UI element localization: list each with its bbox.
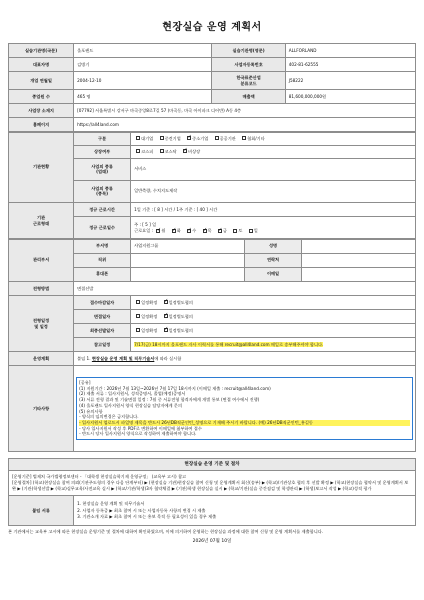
criteria-table (8, 458, 416, 496)
checkbox-checked-icon (183, 149, 187, 153)
checkbox-checked-icon (218, 229, 222, 233)
ceo-label: 대표자명 (9, 58, 74, 72)
checkbox-icon (160, 149, 164, 153)
attachment-table (8, 495, 416, 526)
attachment-item: 2. 사업자 등록증 ▶ 최초 참여 시 또는 사업자등록 사항의 변경 시 제출 (77, 507, 206, 513)
email-value (302, 267, 416, 281)
weekday-wed[interactable]: ✓ 수 (185, 228, 196, 233)
institution-section-label: 기관현황 (9, 132, 74, 202)
dept-label: 부서명 (74, 239, 131, 253)
note-label: 참고일정 (74, 338, 131, 352)
dept-value: 사업지원그룹 (131, 239, 245, 253)
founded-label: 개업 연월일 (9, 72, 74, 90)
listed-option-unlisted[interactable]: ✓ 비상장 (181, 149, 200, 154)
selection-section-label: 전형일정 및 일정 (9, 296, 74, 352)
checkbox-checked-icon (164, 300, 168, 304)
worktime-table (8, 202, 416, 239)
weekday-sun[interactable]: 일 (247, 228, 258, 233)
name-kr-label: 실습기관명(국문) (9, 44, 74, 58)
type-option-midsize[interactable]: 중견기업 (158, 136, 181, 141)
checkbox-icon (160, 136, 164, 140)
final-label: 최종선발일자 (74, 324, 131, 338)
weekday-thu[interactable]: ✓ 목 (201, 228, 212, 233)
mobile-label: 휴대폰 (74, 267, 131, 281)
company-info-table (8, 43, 416, 132)
hours-label: 정규 근로시간 (74, 203, 131, 217)
receipt-option-separate[interactable]: ✓ 일정별도협의 (162, 300, 193, 305)
note-value: 7/17(금) 18시까지 올포랜드 자사 이력서를 통해 recruit@all4land.com 메일로 송부해주셔야 합니다. (134, 341, 324, 347)
selection-table (8, 281, 416, 452)
employees-value: 465 명 (74, 90, 212, 104)
email-label: 이메일 (245, 267, 302, 281)
attachment-item: 3. 기관소개 자료 ▶ 최초 참여 시 또는 홍보 목적 등 필요성이 있을 경우 제출 (77, 513, 217, 519)
other-line: [공유] (79, 380, 91, 386)
checkbox-icon (136, 300, 140, 304)
checkbox-icon (136, 328, 140, 332)
checkbox-checked-icon (164, 314, 168, 318)
weekday-fri[interactable]: ✓ 금 (216, 228, 227, 233)
name-en-label: 실습기관명(영문) (212, 44, 285, 58)
plan-document-name: 현장실습 운영 계획 및 직무기술서 (91, 355, 155, 361)
other-line: - 반드시 당사 입사지원서 양식으로 작성하여 제출하여야 합니다. (79, 431, 197, 437)
days-per-week: 주 : [ 5 ] 일 (134, 221, 157, 227)
weekday-tue[interactable]: ✓ 화 (170, 228, 181, 233)
type-label: 구분 (74, 132, 131, 145)
other-line: (2) 제출 서류 : 입사지원서, 성적증명서, 졸업(예정)증명서 (79, 391, 186, 397)
checkbox-checked-icon (164, 328, 168, 332)
address-label: 사업장 소재지 (9, 104, 74, 118)
listed-label: 상장여부 (74, 145, 131, 158)
method-label: 전형방법 (9, 282, 74, 296)
worktime-section-label: 기관 근로형태 (9, 203, 74, 239)
other-notice-box (76, 377, 413, 440)
final-option-fixed[interactable]: 일정확정 (134, 328, 157, 333)
checkbox-icon (242, 136, 246, 140)
interview-options (131, 310, 416, 324)
interview-option-separate[interactable]: ✓ 일정별도협의 (162, 314, 193, 319)
receipt-label: 접수마감일자 (74, 296, 131, 310)
homepage-label: 홈페이지 (9, 118, 74, 132)
biz-type-value: 서비스 (131, 158, 416, 180)
manager-section-label: 관리부서 (9, 239, 74, 281)
interview-option-fixed[interactable]: 일정확정 (134, 314, 157, 319)
type-option-large[interactable]: 대기업 (134, 136, 153, 141)
attachment-item: 1. 현장실습 운영 계획 및 직무기술서 (77, 501, 145, 507)
checkbox-icon (136, 149, 140, 153)
method-value: 면접선발 (74, 282, 416, 296)
founded-value: 2004-12-10 (74, 72, 212, 90)
type-option-public[interactable]: 공공기관 (213, 136, 236, 141)
interview-label: 면접일자 (74, 310, 131, 324)
listed-option-kosdaq[interactable]: 코스닥 (158, 149, 177, 154)
checkbox-icon (136, 136, 140, 140)
manager-table (8, 239, 416, 282)
checkbox-checked-icon (187, 136, 191, 140)
other-line: - 당사 입사지원서 작성 후 PDF로 변환하여 이메일에 첨부하여 접수 (79, 425, 202, 431)
checkbox-icon (233, 229, 237, 233)
days-label: 정규 근로일수 (74, 217, 131, 239)
plan-value (74, 352, 416, 366)
criteria-procedure: [운영절차] (학교)현장실습 참여 의뢰(기관주도형의 경우 다음 단계부터) ▶ (현장실습 기관)현장실습 참여 신청 및 운영계획서 회신(송부) ▶ (학교)/기관상호 협의 후 선발 확정 ▶ (학교)현장실습 협약서 및 운영계획서 보완 ▶ (기관)학생선발 ▶ (학교)실무교육/사전교육 실시 ▶ (학교/기관/학생)3자 협약체결 ▶ (기관)학생 현장실습 실시 ▶ (학교/기관)실습 중간점검 및 학생관리 ▶ (학생)보고서 작성 ▶ (학교)성적 평가 (12, 479, 409, 491)
checkbox-icon (136, 314, 140, 318)
name-kr-value: 올포랜드 (74, 44, 212, 58)
days-value (131, 217, 416, 239)
receipt-option-fixed[interactable]: 일정확정 (134, 300, 157, 305)
ksic-value: J58222 (285, 72, 415, 90)
checkbox-checked-icon (187, 229, 191, 233)
manager-name-label: 성명 (245, 239, 302, 253)
checkbox-icon (249, 229, 253, 233)
contact-label: 연락처 (245, 253, 302, 267)
name-en-value: ALLFORLAND (285, 44, 415, 58)
sales-value: 81,600,000,000원 (285, 90, 415, 104)
document-title: 현장실습 운영 계획서 (162, 22, 262, 33)
biz-type-label: 사업의 종류 (업태) (74, 158, 131, 180)
biz-item-label: 사업의 종류 (종목) (74, 180, 131, 202)
declaration-text: 본 기관에서는 교육부 고시에 따른 현장실습 운영기준 및 절차에 대하여 확인하였으며, 이에 의거하여 운영하는 현장실습 과정에 대한 참여 신청 및 운영 계획서를 제출합니다. (8, 529, 324, 535)
other-label: 기타사항 (9, 366, 74, 452)
other-line: (4) 올포랜드 입사지원서 양식 현장실습 담당자에게 문의 (79, 402, 183, 408)
ksic-label: 한국표준산업 분류코드 (212, 72, 285, 90)
manager-name-value (302, 239, 416, 253)
position-value (131, 253, 245, 267)
checkbox-checked-icon (156, 229, 160, 233)
final-options (131, 324, 416, 338)
homepage-value: https://all4land.com (74, 118, 416, 132)
bizno-label: 사업자등록번호 (212, 58, 285, 72)
final-option-separate[interactable]: ✓ 일정별도협의 (162, 328, 193, 333)
weekday-sat[interactable]: 토 (231, 228, 242, 233)
plan-label: 운영계획 (9, 352, 74, 366)
checkbox-icon (215, 136, 219, 140)
criteria-title: 현장실습 운영 기준 및 절차 (9, 459, 416, 471)
other-line: - 양식의 임의변경은 금지합니다. (79, 414, 139, 420)
other-line: (1) 지원기간 : 2026년 7월 13일~2026년 7월 17일 18시까지 (이메일 제출 : recruit@all4land.com) (79, 385, 271, 391)
criteria-body (9, 471, 416, 496)
other-line-highlighted: - 입사지원서 업로드시 파일명 제목을 반드시 26년DB직군인턴_성명으로 기재해 주시기 바랍니다. (예) 26년DB직군인턴_홍길동 (79, 420, 410, 426)
biz-item-value: 일반측량, 수치지도제작 (131, 180, 416, 202)
contact-value (302, 253, 416, 267)
position-label: 직위 (74, 253, 131, 267)
employees-label: 종업원 수 (9, 90, 74, 104)
document-date: 2026년 07월 10일 (192, 538, 232, 544)
other-cell (74, 366, 416, 452)
bizno-value: 402-81-62555 (285, 58, 415, 72)
listed-option-kospi[interactable]: 코스피 (134, 149, 153, 154)
weekday-prefix: 근로요일 : (134, 228, 154, 233)
receipt-options (131, 296, 416, 310)
checkbox-checked-icon (203, 229, 207, 233)
note-cell (131, 338, 416, 352)
institution-table (8, 132, 416, 203)
type-option-sme[interactable]: ✓ 중소기업 (185, 136, 208, 141)
other-line: (3) 서류 전형 결과 및 기술면접 일정 : 7월 중 서류전형 합격자에게 개별 통보 (면접 여수에서 진행) (79, 397, 260, 403)
criteria-standard: [운영기준] 법제처 국가법령정보센터 - 「대학생 현장실습학기제 운영규정」 (교육부 고시) 참고 (12, 474, 187, 479)
sales-label: 매출액 (212, 90, 285, 104)
type-option-etc[interactable]: 협회/기타 (240, 136, 265, 141)
checkbox-checked-icon (172, 229, 176, 233)
mobile-value (131, 267, 245, 281)
attachment-list (74, 496, 416, 526)
listed-options (131, 145, 416, 158)
plan-suffix: 에 따라 실시함 (154, 355, 182, 361)
hours-value: 1일 기준 : [ 8 ] 시간 / 1주 기준 : [ 40 ] 시간 (131, 203, 416, 217)
weekday-options (134, 228, 412, 233)
other-line: (5) 유의사항 (79, 408, 103, 414)
attachment-label: 붙임 서류 (9, 496, 74, 526)
address-value: [07792] 서울특별시 강서구 마곡중앙8로7길 57 (마곡동, 마곡 아이파크 디어반) A동 4층 (74, 104, 416, 118)
type-options (131, 132, 416, 145)
ceo-value: 김병기 (74, 58, 212, 72)
weekday-mon[interactable]: ✓ 월 (154, 228, 165, 233)
plan-prefix: 붙임 1. (77, 355, 91, 361)
